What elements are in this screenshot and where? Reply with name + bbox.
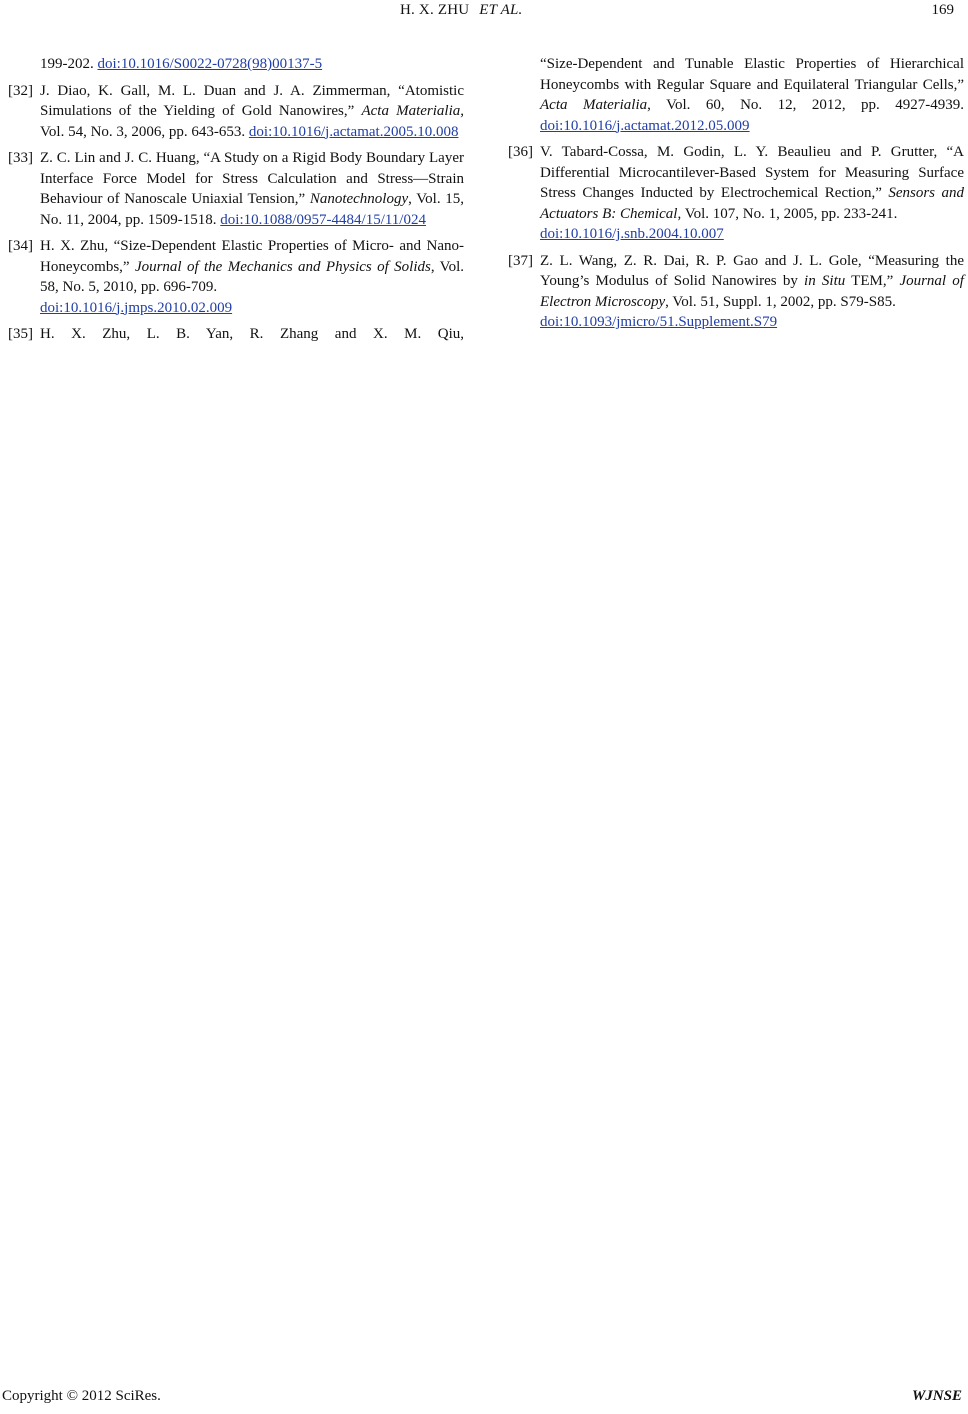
italic-term: in Situ [804,273,846,289]
reference-number: [36] [508,144,533,160]
journal-abbreviation: WJNSE [911,1388,962,1404]
left-column [8,54,464,351]
doi-link[interactable]: doi:10.1016/S0022-0728(98)00137-5 [97,56,323,72]
reference-number: [33] [8,150,33,166]
right-column [508,54,964,339]
doi-link[interactable]: doi:10.1016/j.jmps.2010.02.009 [40,299,233,316]
doi-link[interactable]: doi:10.1016/j.actamat.2012.05.009 [540,117,750,134]
reference-33 [8,148,464,230]
doi-link[interactable]: doi:10.1016/j.snb.2004.10.007 [540,226,724,242]
reference-35 [8,324,464,345]
reference-35-continuation: “Size-Dependent and Tunable Elastic Properties of Hierarchical Honeycombs with Regular Square and Equilateral Triangular Cells,” Acta Materialia, Vol. 60, No. 12, 2012, pp. 4927-4939. doi:10.1016/j.actamat.2012.05.009 [540,56,965,134]
reference-number: [35] [8,326,33,342]
reference-32 [8,81,464,143]
reference-text: H. X. Zhu, L. B. Yan, R. Zhang and X. M. Qiu, [40,326,464,342]
doi-link[interactable]: doi:10.1093/jmicro/51.Supplement.S79 [540,314,778,330]
doi-link[interactable]: doi:10.1088/0957-4484/15/11/024 [220,211,426,228]
page-number: 169 [931,2,954,18]
reference-text: Z. C. Lin and J. C. Huang, “A Study on a Rigid Body Boundary Layer Interface Force Model for Stress Calculation and Stress—Strain Behaviour of Nanoscale Uniaxial Tension,” Nanotechnology, Vol. 15, No. 11, 2004, pp. 1509-1518. doi:10.1088/0957-4484/15/11/024 [40,150,465,228]
running-head [400,2,522,19]
running-head-etal: ET AL. [479,2,523,18]
reference-36 [508,142,964,245]
journal-title: Journal of the Mechanics and Physics of Solids [134,258,431,275]
reference-number: [37] [508,252,533,269]
journal-title: Sensors and Actuators B: Chemical [540,185,964,222]
doi-link[interactable]: doi:10.1016/j.actamat.2005.10.008 [248,123,459,140]
reference-text: J. Diao, K. Gall, M. L. Duan and J. A. Zimmerman, “Atomistic Simulations of the Yielding of Gold Nanowires,” Acta Materialia, Vol. 54, No. 3, 2006, pp. 643-653. doi:10.1016/j.actamat.2005.10.008 [40,82,464,140]
page-header [0,2,968,22]
reference-number: [32] [8,82,33,99]
copyright-notice: Copyright © 2012 SciRes. [2,1388,161,1404]
reference-text: H. X. Zhu, “Size-Dependent Elastic Properties of Micro- and Nano-Honeycombs,” Journal of the Mechanics and Physics of Solids, Vol. 58, No. 5, 2010, pp. 696-709. doi:10.1016/j.jmps.2010.02.009 [40,238,464,316]
reference-37 [508,251,964,333]
journal-title: Acta Materialia [540,97,648,113]
reference-34 [8,236,464,318]
running-head-author: H. X. ZHU [400,2,470,18]
reference-continuation: 199-202. doi:10.1016/S0022-0728(98)00137-5 [40,56,323,72]
journal-title: Journal of Electron Microscopy [540,273,964,310]
journal-title: Acta Materialia [361,103,461,119]
reference-text: Z. L. Wang, Z. R. Dai, R. P. Gao and J. L. Gole, “Measuring the Young’s Modulus of Solid Nanowires by in Situ TEM,” Journal of Electron Microscopy, Vol. 51, Suppl. 1, 2002, pp. S79-S85. doi:10.1093/jmicro/51.Supplement.S79 [540,252,964,330]
page-footer [0,1388,968,1408]
journal-title: Nanotechnology [309,191,409,207]
reference-text: V. Tabard-Cossa, M. Godin, L. Y. Beaulieu and P. Grutter, “A Differential Microcantilever-Based System for Measuring Surface Stress Changes Inducted by Electrochemical Rection,” Sensors and Actuators B: Chemical, Vol. 107, No. 1, 2005, pp. 233-241. doi:10.1016/j.snb.2004.10.007 [540,144,964,242]
reference-number: [34] [8,238,33,254]
